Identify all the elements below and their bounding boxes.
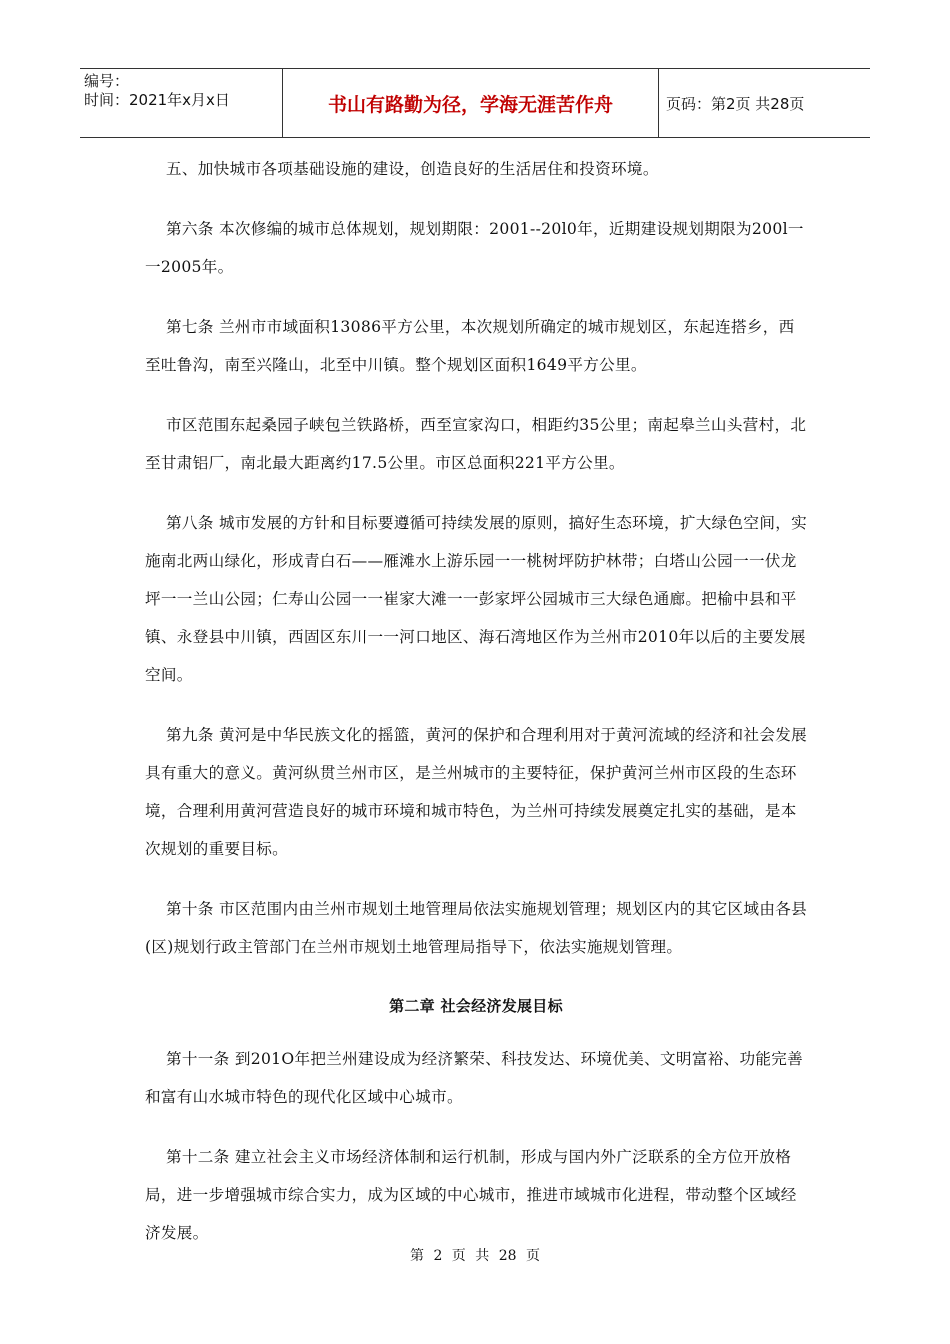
document-number-label: 编号： xyxy=(84,72,130,90)
paragraph: 市区范围东起桑园子峡包兰铁路桥，西至宣家沟口，相距约35公里；南起皋兰山头营村，北至甘肃铝厂，南北最大距离约17.5公里。市区总面积221平方公里。 xyxy=(145,416,807,472)
paragraph: 第八条 城市发展的方针和目标要遵循可持续发展的原则，搞好生态环境，扩大绿色空间，实施南北两山绿化，形成青白石——雁滩水上游乐园一一桃树坪防护林带；白塔山公园一一伏龙坪一一兰山公园；仁寿山公园一一崔家大滩一一彭家坪公园城市三大绿色通廊。把榆中县和平镇、永登县中川镇，西固区东川一一河口地区、海石湾地区作为兰州市2010年以后的主要发展空间。 xyxy=(145,514,808,684)
paragraph: 第七条 兰州市市域面积13086平方公里，本次规划所确定的城市规划区，东起连搭乡，西至吐鲁沟，南至兴隆山，北至中川镇。整个规划区面积1649平方公里。 xyxy=(145,318,795,374)
paragraph: 第十二条 建立社会主义市场经济体制和运行机制，形成与国内外广泛联系的全方位开放格局，进一步增强城市综合实力，成为区域的中心城市，推进市域城市化进程，带动整个区域经济发展。 xyxy=(145,1148,797,1242)
page-header xyxy=(80,68,870,138)
paragraph: 第十一条 到201O年把兰州建设成为经济繁荣、科技发达、环境优美、文明富裕、功能完善和富有山水城市特色的现代化区域中心城市。 xyxy=(145,1050,804,1106)
chapter-title: 第二章 社会经济发展目标 xyxy=(389,997,563,1015)
paragraph: 第六条 本次修编的城市总体规划，规划期限：2001--20l0年，近期建设规划期限为200l一一2005年。 xyxy=(145,220,804,276)
document-date-label: 时间：2021年x月x日 xyxy=(84,91,230,109)
document-body xyxy=(145,150,807,1274)
header-motto: 书山有路勤为径，学海无涯苦作舟 xyxy=(282,69,659,137)
page-footer: 第 2 页 共 28 页 xyxy=(410,1248,540,1264)
header-meta xyxy=(80,69,282,137)
paragraph: 第十条 市区范围内由兰州市规划土地管理局依法实施规划管理；规划区内的其它区域由各县(区)规划行政主管部门在兰州市规划土地管理局指导下，依法实施规划管理。 xyxy=(145,900,808,956)
paragraph: 第九条 黄河是中华民族文化的摇篮，黄河的保护和合理利用对于黄河流域的经济和社会发展具有重大的意义。黄河纵贯兰州市区，是兰州城市的主要特征，保护黄河兰州市区段的生态环境，合理利用黄河营造良好的城市环境和城市特色，为兰州可持续发展奠定扎实的基础，是本次规划的重要目标。 xyxy=(145,726,808,858)
paragraph: 五、加快城市各项基础设施的建设，创造良好的生活居住和投资环境。 xyxy=(166,160,659,178)
header-page-label: 页码：第2页 共28页 xyxy=(666,95,805,113)
